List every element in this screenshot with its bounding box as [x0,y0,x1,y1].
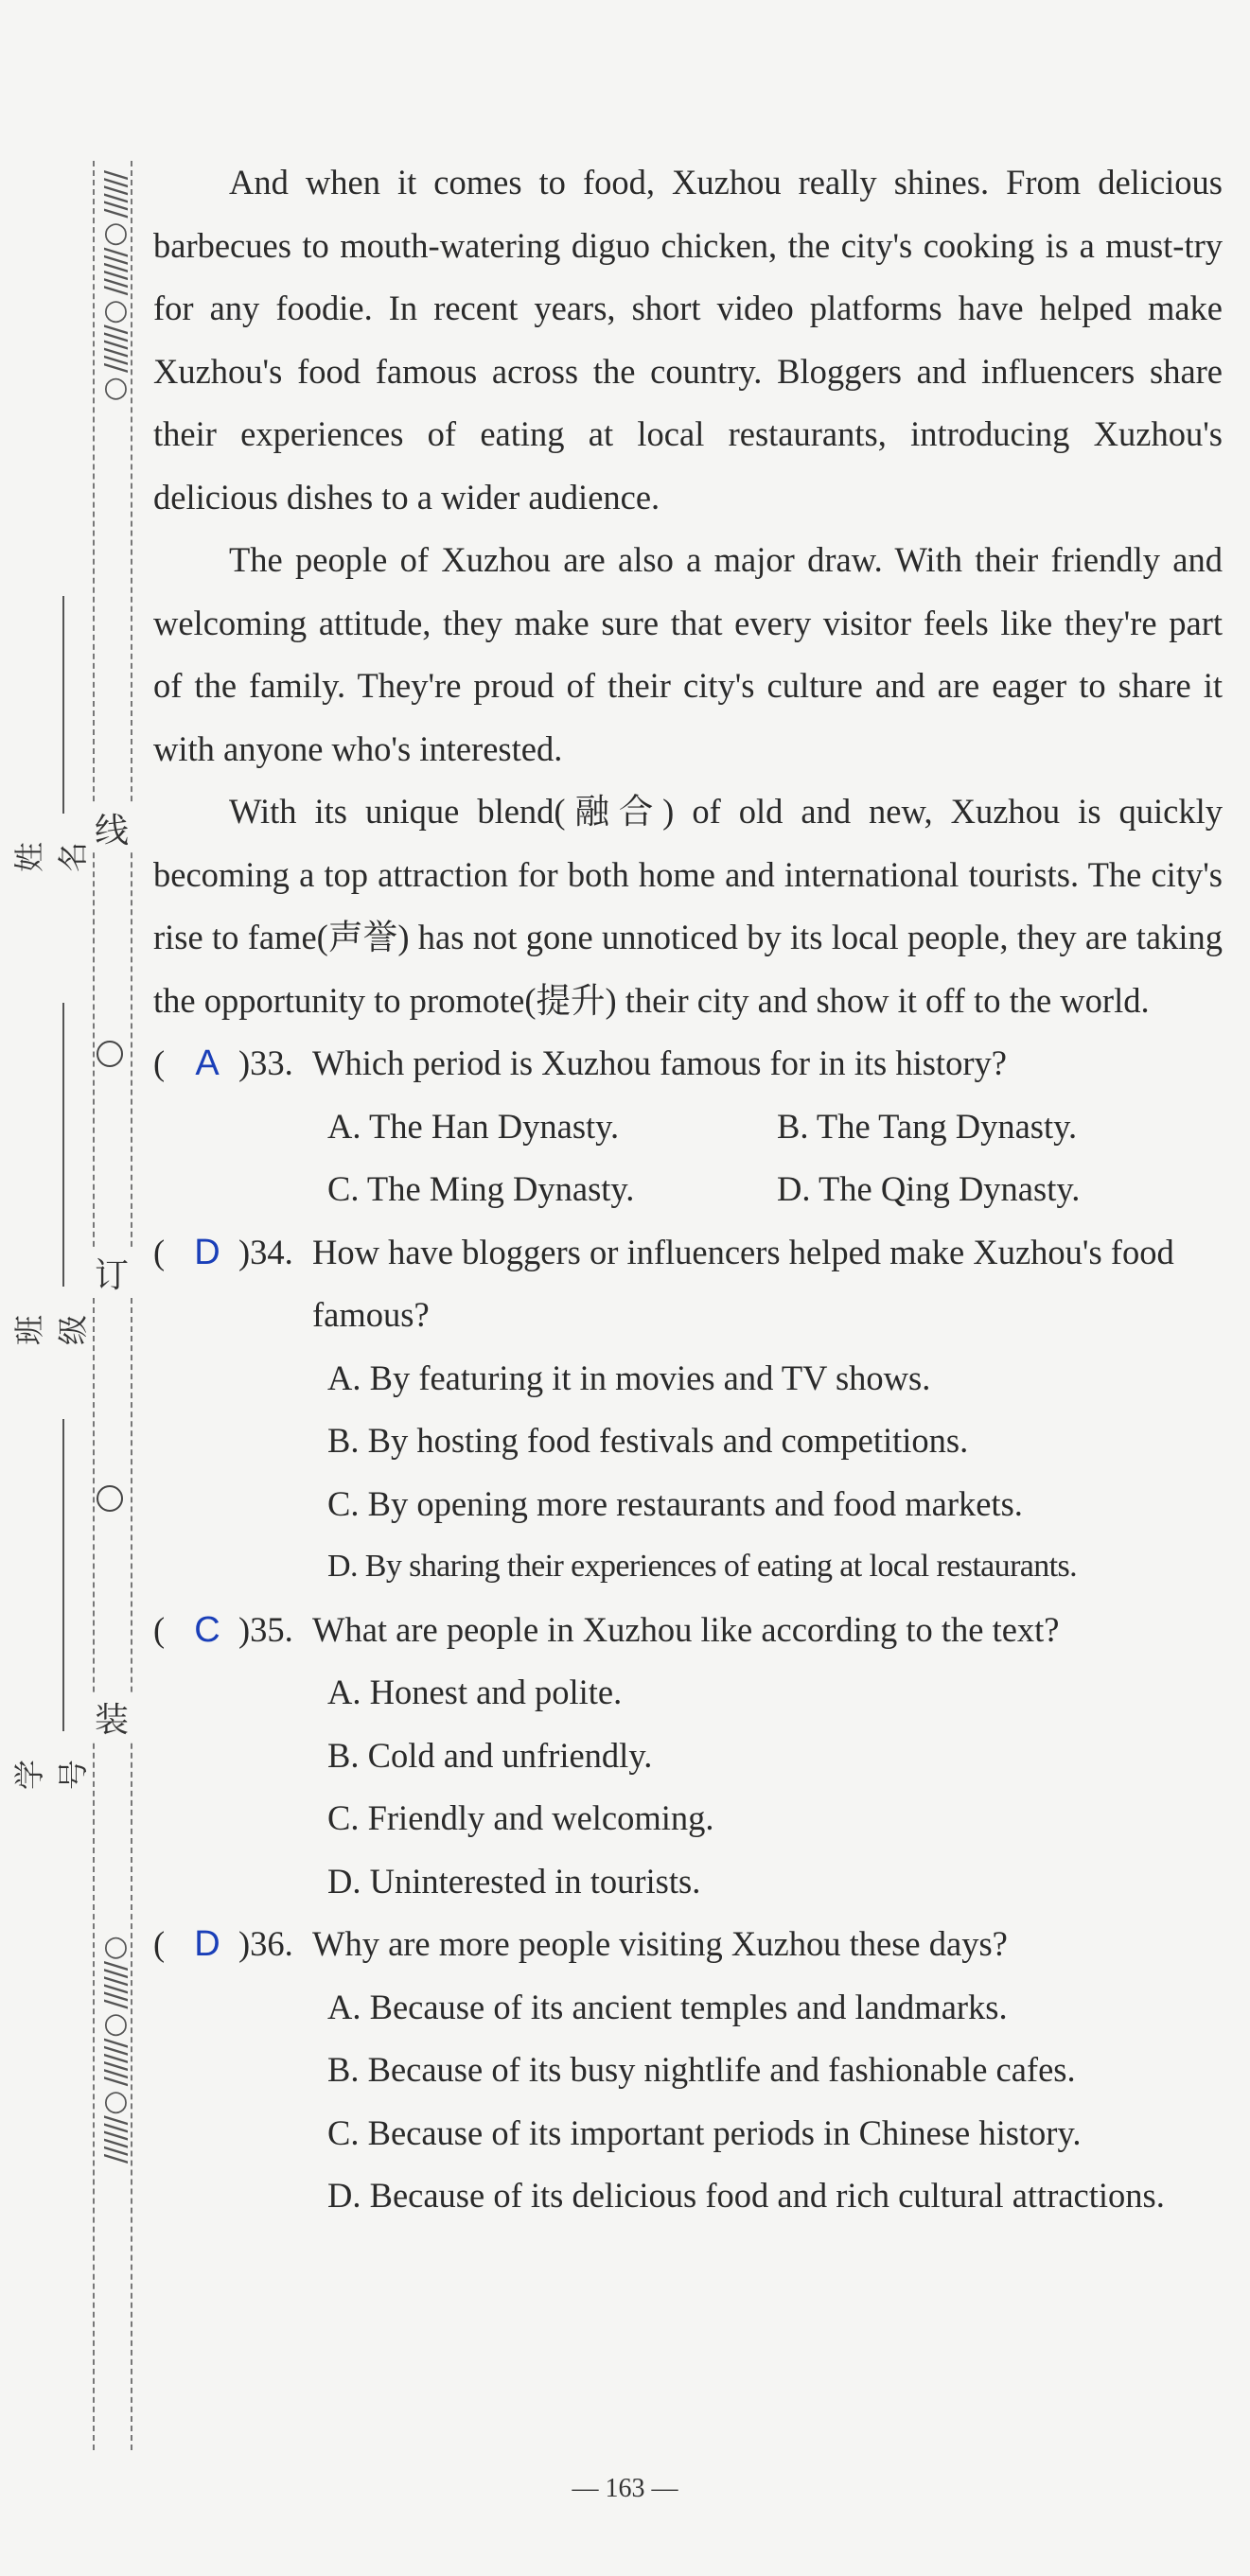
question-number: )35. [238,1609,293,1649]
margin-label-zhuang: 装 [91,1693,132,1742]
question-text: What are people in Xuzhou like according to the text? [312,1609,1060,1649]
question-number: )33. [238,1043,293,1082]
options [153,1976,1223,2228]
side-label-class: 班级 [11,1315,91,1346]
option-c: C. Because of its important periods in Chinese history. [327,2112,1082,2152]
answer-mark: D [194,1924,220,1964]
option-b: B. Cold and unfriendly. [327,1735,653,1775]
margin-label-ding: 订 [91,1249,132,1297]
option-d: D. By sharing their experiences of eating at local restaurants. [327,1549,1078,1584]
question-number: )34. [238,1232,293,1271]
option-a: A. By featuring it in movies and TV shows. [327,1358,931,1397]
option-d: D. Uninterested in tourists. [327,1861,701,1901]
side-label-name: 姓名 [11,842,91,873]
option-c: C. By opening more restaurants and food markets. [327,1483,1023,1523]
paragraph-blend: With its unique blend(融合) of old and new, Xuzhou is quickly becoming a top attraction for both home and international tourists. The city's rise to fame(声誉) has not gone unnoticed by its local people, they are taking the opportunity to promote(提升) their city and show it off to the world. [153,792,1223,1020]
open-bracket: ( [153,1043,166,1082]
open-bracket: ( [153,1609,166,1649]
slash-decoration: //////○//////○//////○ [99,170,132,402]
circle-mark [97,1041,123,1067]
open-bracket: ( [153,1232,166,1271]
paragraph-food: And when it comes to food, Xuzhou really shines. From delicious barbecues to mouth-watering diguo chicken, the city's cooking is a must-try for any foodie. In recent years, short video platforms have helped make Xuzhou's food famous across the country. Bloggers and influencers share their experiences of eating at local restaurants, introducing Xuzhou's delicious dishes to a wider audience. [153,163,1223,517]
page-content [153,151,1223,2228]
question-33 [153,1032,1223,1221]
answer-mark: A [195,1043,220,1083]
option-b: B. The Tang Dynasty. [777,1106,1078,1146]
options [153,1095,1223,1221]
answer-mark: C [194,1609,220,1650]
question-text: Which period is Xuzhou famous for in its history? [312,1043,1007,1082]
name-blank-line [62,596,64,814]
paragraph-people: The people of Xuzhou are also a major draw. With their friendly and welcoming attitude, they make sure that every visitor feels like they're part of the family. They're proud of their city's culture and are eager to share it with anyone who's interested. [153,540,1223,768]
class-blank-line [62,1003,64,1287]
option-c: C. The Ming Dynasty. [327,1169,635,1208]
options [153,1661,1223,1913]
id-blank-line [62,1419,64,1731]
question-stem [153,1913,1223,1976]
question-stem [153,1599,1223,1662]
question-stem [153,1221,1223,1347]
option-a: A. The Han Dynasty. [327,1106,620,1146]
option-a: A. Because of its ancient temples and landmarks. [327,1987,1008,2026]
question-number: )36. [238,1924,293,1963]
open-bracket: ( [153,1924,166,1963]
option-c: C. Friendly and welcoming. [327,1798,714,1837]
question-34 [153,1221,1223,1599]
question-text: Why are more people visiting Xuzhou these days? [312,1924,1008,1963]
options [153,1347,1223,1599]
question-text: How have bloggers or influencers helped make Xuzhou's food famous? [312,1232,1174,1334]
margin-label-xian: 线 [91,804,132,852]
question-36 [153,1913,1223,2228]
answer-mark: D [194,1232,220,1272]
binding-margin [11,161,132,2450]
option-d: D. Because of its delicious food and rich cultural attractions. [327,2176,1165,2215]
option-b: B. By hosting food festivals and competitions. [327,1421,969,1460]
side-label-id: 学号 [11,1760,91,1791]
option-d: D. The Qing Dynasty. [777,1169,1081,1208]
question-stem [153,1032,1223,1095]
option-a: A. Honest and polite. [327,1673,623,1711]
circle-mark [97,1485,123,1512]
option-b: B. Because of its busy nightlife and fashionable cafes. [327,2050,1076,2089]
page-number: — 163 — [572,2474,678,2503]
question-35 [153,1599,1223,1914]
slash-decoration: ○//////○//////○////// [99,1930,132,2162]
